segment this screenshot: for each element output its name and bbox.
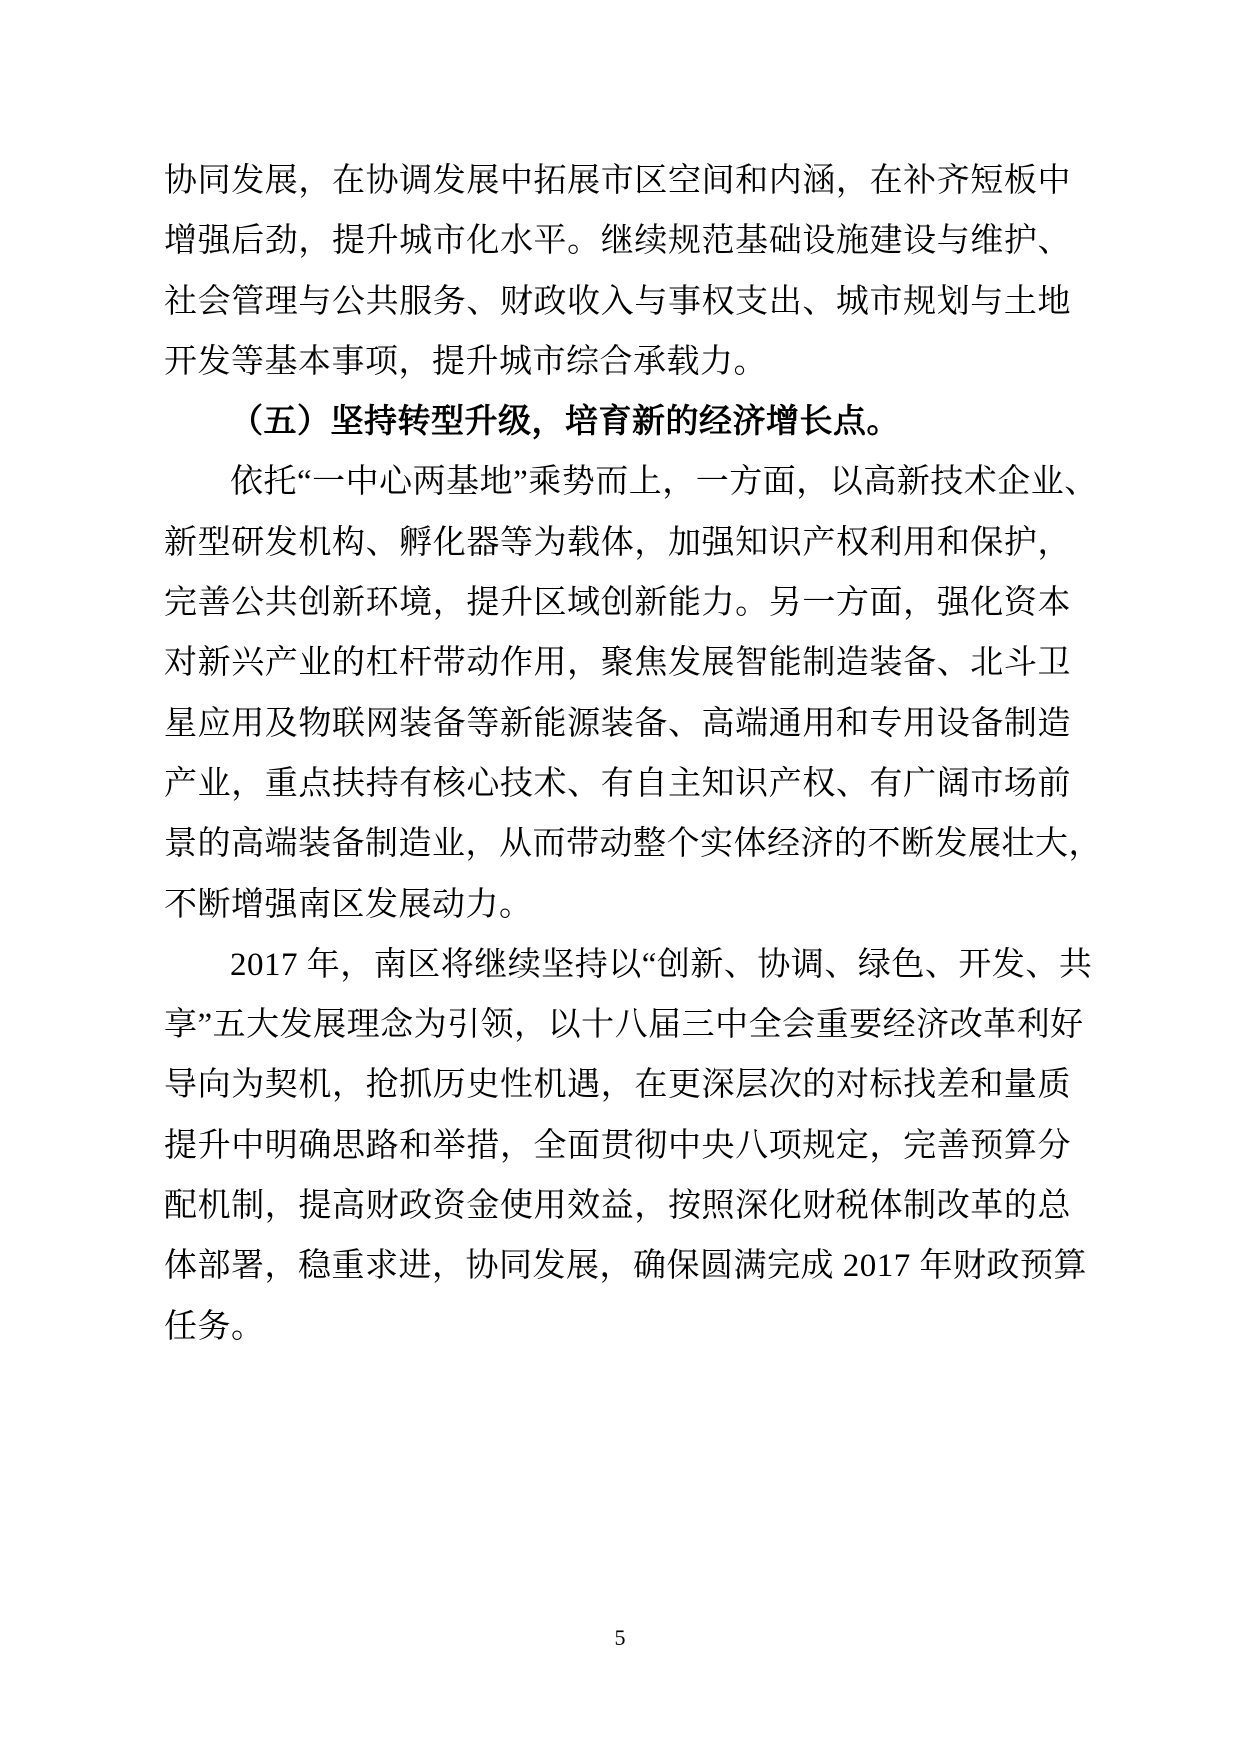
text-line: 景的高端装备制造业，从而带动整个实体经济的不断发展壮大， xyxy=(164,826,1102,863)
document-text-block xyxy=(164,151,1102,1357)
text-line: 提升中明确思路和举措，全面贯彻中央八项规定，完善预算分 xyxy=(164,1127,1071,1164)
text-line: 开发等基本事项，提升城市综合承载力。 xyxy=(164,343,767,380)
text-line: 社会管理与公共服务、财政收入与事权支出、城市规划与土地 xyxy=(164,283,1071,320)
text-line: 2017 年，南区将继续坚持以“创新、协调、绿色、开发、共 xyxy=(230,946,1093,983)
text-line: 配机制，提高财政资金使用效益，按照深化财税体制改革的总 xyxy=(164,1188,1071,1225)
text-line: 依托“一中心两基地”乘势而上，一方面，以高新技术企业、 xyxy=(230,464,1098,501)
text-line: 导向为契机，抢抓历史性机遇，在更深层次的对标找差和量质 xyxy=(164,1067,1071,1104)
text-line: 享”五大发展理念为引领，以十八届三中全会重要经济改革利好 xyxy=(164,1007,1084,1044)
text-line: 任务。 xyxy=(164,1308,265,1345)
text-line: 增强后劲，提升城市化水平。继续规范基础设施建设与维护、 xyxy=(164,223,1071,260)
text-line: 不断增强南区发展动力。 xyxy=(164,886,533,923)
text-line: 完善公共创新环境，提升区域创新能力。另一方面，强化资本 xyxy=(164,585,1071,622)
section-heading: （五）坚持转型升级，培育新的经济增长点。 xyxy=(230,404,900,441)
text-line: 新型研发机构、孵化器等为载体，加强知识产权利用和保护， xyxy=(164,524,1071,561)
text-line: 产业，重点扶持有核心技术、有自主知识产权、有广阔市场前 xyxy=(164,765,1071,802)
page-number: 5 xyxy=(614,1625,626,1650)
text-line: 对新兴产业的杠杆带动作用，聚焦发展智能制造装备、北斗卫 xyxy=(164,645,1071,682)
text-line: 星应用及物联网装备等新能源装备、高端通用和专用设备制造 xyxy=(164,705,1071,742)
text-line: 协同发展，在协调发展中拓展市区空间和内涵，在补齐短板中 xyxy=(164,163,1071,199)
text-line: 体部署，稳重求进，协同发展，确保圆满完成 2017 年财政预算 xyxy=(164,1248,1087,1285)
